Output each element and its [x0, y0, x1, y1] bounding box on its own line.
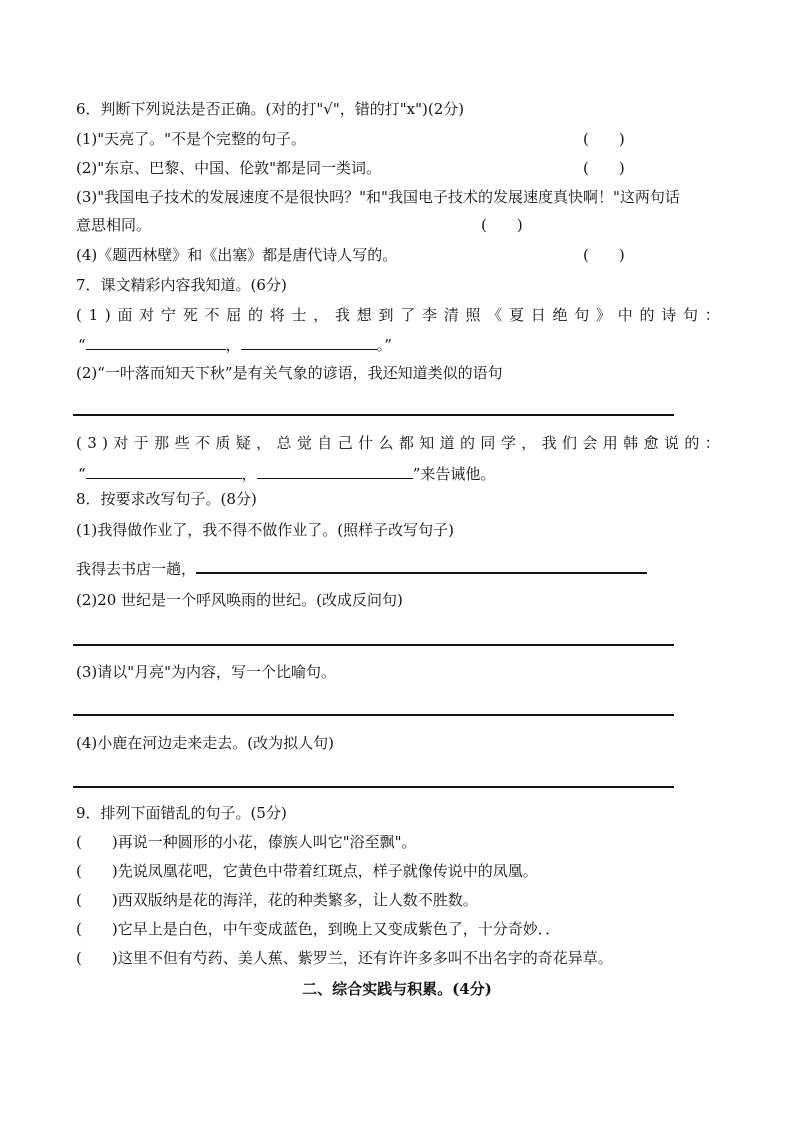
q8-item-1-prefix: 我得去书店一趟，	[76, 560, 197, 578]
q7-blank-1[interactable]	[86, 334, 226, 350]
q7-item-2-answer-rule[interactable]	[73, 414, 674, 416]
q7-item-3: ( 3 ) 对 于 那 些 不 质 疑 ， 总 觉 自 己 什 么 都 知 道 的 同 学 ， 我 们 会 用 韩 愈 说 的 ：	[76, 434, 720, 452]
q7-blank-2[interactable]	[241, 334, 377, 350]
q8-item-4: (4)小鹿在河边走来走去。(改为拟人句)	[76, 734, 334, 752]
q7-title: 7．课文精彩内容我知道。(6分)	[76, 276, 287, 294]
q8-item-3-answer-rule[interactable]	[73, 714, 674, 716]
q6-item-3-cont: 意思相同。	[76, 216, 152, 234]
open-quote: “	[78, 336, 86, 354]
q7-item-1: ( 1 ) 面 对 宁 死 不 屈 的 将 士 ， 我 想 到 了 李 清 照 《 夏 日 绝 句 》 中 的 诗 句 ：	[76, 306, 720, 324]
close-quote-suffix: ”来告诫他。	[412, 465, 496, 483]
q9-option-2[interactable]: ( )先说凤凰花吧，它黄色中带着红斑点，样子就像传说中的凤凰。	[76, 862, 538, 880]
q8-blank-1[interactable]	[196, 557, 647, 574]
comma: ，	[225, 336, 241, 354]
q7-item-2: (2)“一叶落而知天下秋”是有关气象的谚语，我还知道类似的语句	[76, 364, 503, 382]
q8-item-1-answer-line	[76, 557, 647, 579]
q6-item-4: (4)《题西林壁》和《出塞》都是唐代诗人写的。	[76, 246, 398, 264]
q6-item-2: (2)"东京、巴黎、中国、伦敦"都是同一类词。	[76, 159, 382, 177]
q8-title: 8．按要求改写句子。(8分)	[76, 490, 257, 508]
q6-title: 6．判断下列说法是否正确。(对的打"√"，错的打"x")(2分)	[76, 100, 465, 118]
section-2-heading: 二、综合实践与积累。(4分)	[302, 980, 492, 998]
q6-answer-3[interactable]: ( )	[481, 216, 523, 234]
q6-answer-1[interactable]: ( )	[583, 130, 625, 148]
comma: ，	[241, 465, 257, 483]
q9-option-5[interactable]: ( )这里不但有芍药、美人蕉、紫罗兰，还有许许多多叫不出名字的奇花异草。	[76, 949, 613, 967]
q7-blank-3[interactable]	[86, 463, 242, 479]
q6-answer-2[interactable]: ( )	[583, 159, 625, 177]
q9-option-1[interactable]: ( )再说一种圆形的小花，傣族人叫它"浴至飘"。	[76, 833, 417, 851]
q8-item-2: (2)20 世纪是一个呼风唤雨的世纪。(改成反问句)	[76, 591, 403, 609]
q8-item-4-answer-rule[interactable]	[73, 786, 674, 788]
q8-item-3: (3)请以"月亮"为内容，写一个比喻句。	[76, 663, 337, 681]
q6-item-3: (3)"我国电子技术的发展速度不是很快吗？"和"我国电子技术的发展速度真快啊！"这两句话	[76, 188, 680, 206]
q7-item-3-answer-line	[78, 463, 495, 484]
close-quote: 。”	[376, 336, 392, 354]
q6-answer-4[interactable]: ( )	[583, 246, 625, 264]
q9-option-4[interactable]: ( )它早上是白色，中午变成蓝色，到晚上又变成紫色了，十分奇妙．．	[76, 920, 561, 938]
open-quote: “	[78, 465, 86, 483]
q7-item-1-answer-line	[78, 334, 392, 355]
q8-item-2-answer-rule[interactable]	[73, 644, 674, 646]
q8-item-1: (1)我得做作业了，我不得不做作业了。(照样子改写句子)	[76, 521, 454, 539]
q9-option-3[interactable]: ( )西双版纳是花的海洋，花的种类繁多，让人数不胜数。	[76, 891, 478, 909]
q9-title: 9．排列下面错乱的句子。(5分)	[76, 804, 287, 822]
q6-item-1: (1)"天亮了。"不是个完整的句子。	[76, 130, 307, 148]
q7-blank-4[interactable]	[257, 463, 413, 479]
